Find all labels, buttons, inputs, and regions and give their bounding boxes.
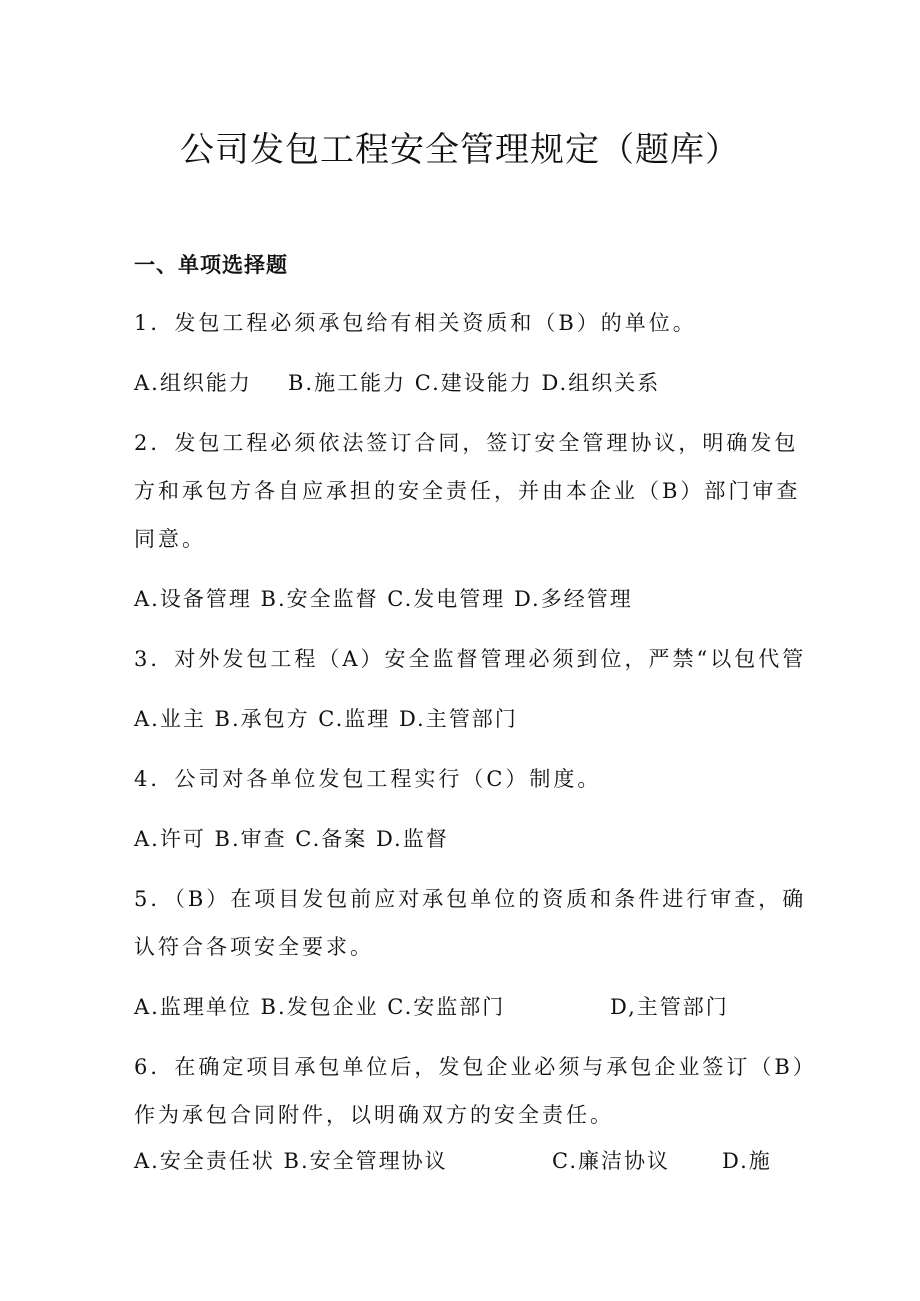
- question-3-options: A.业主 B.承包方 C.监理 D.主管部门: [134, 707, 518, 731]
- question-5-options-abc: A.监理单位 B.发包企业 C.安监部门: [134, 995, 506, 1019]
- question-2-stem-line-3: 同意。: [134, 527, 206, 551]
- question-5-stem-line-2: 认符合各项安全要求。: [134, 935, 374, 959]
- question-2-options: A.设备管理 B.安全监督 C.发电管理 D.多经管理: [134, 587, 633, 611]
- question-2-stem-line-2: 方和承包方各自应承担的安全责任，并由本企业（B）部门审查: [134, 479, 801, 503]
- document-title: 公司发包工程安全管理规定（题库）: [180, 130, 740, 170]
- question-2-stem-line-1: 2．发包工程必须依法签订合同，签订安全管理协议，明确发包: [134, 431, 799, 455]
- question-6-options-ab: A.安全责任状 B.安全管理协议: [134, 1149, 448, 1173]
- question-6-option-d: D.施: [722, 1149, 772, 1173]
- question-6-stem-line-1: 6．在确定项目承包单位后，发包企业必须与承包企业签订（B）: [134, 1055, 817, 1079]
- question-3-stem: 3．对外发包工程（A）安全监督管理必须到位，严禁“以包代管: [134, 647, 807, 671]
- question-4-stem: 4．公司对各单位发包工程实行（C）制度。: [134, 767, 602, 791]
- question-6-stem-line-2: 作为承包合同附件，以明确双方的安全责任。: [134, 1103, 614, 1127]
- section-heading: 一、单项选择题: [134, 253, 288, 277]
- question-5-option-d: D,主管部门: [610, 995, 729, 1019]
- question-4-options: A.许可 B.审查 C.备案 D.监督: [134, 827, 449, 851]
- question-1-option-a: A.组织能力: [134, 371, 252, 395]
- question-1-options-bcd: B.施工能力 C.建设能力 D.组织关系: [288, 371, 661, 395]
- question-5-stem-line-1: 5．（B）在项目发包前应对承包单位的资质和条件进行审查，确: [134, 887, 807, 911]
- question-6-option-c: C.廉洁协议: [552, 1149, 670, 1173]
- question-1-stem: 1．发包工程必须承包给有相关资质和（B）的单位。: [134, 311, 697, 335]
